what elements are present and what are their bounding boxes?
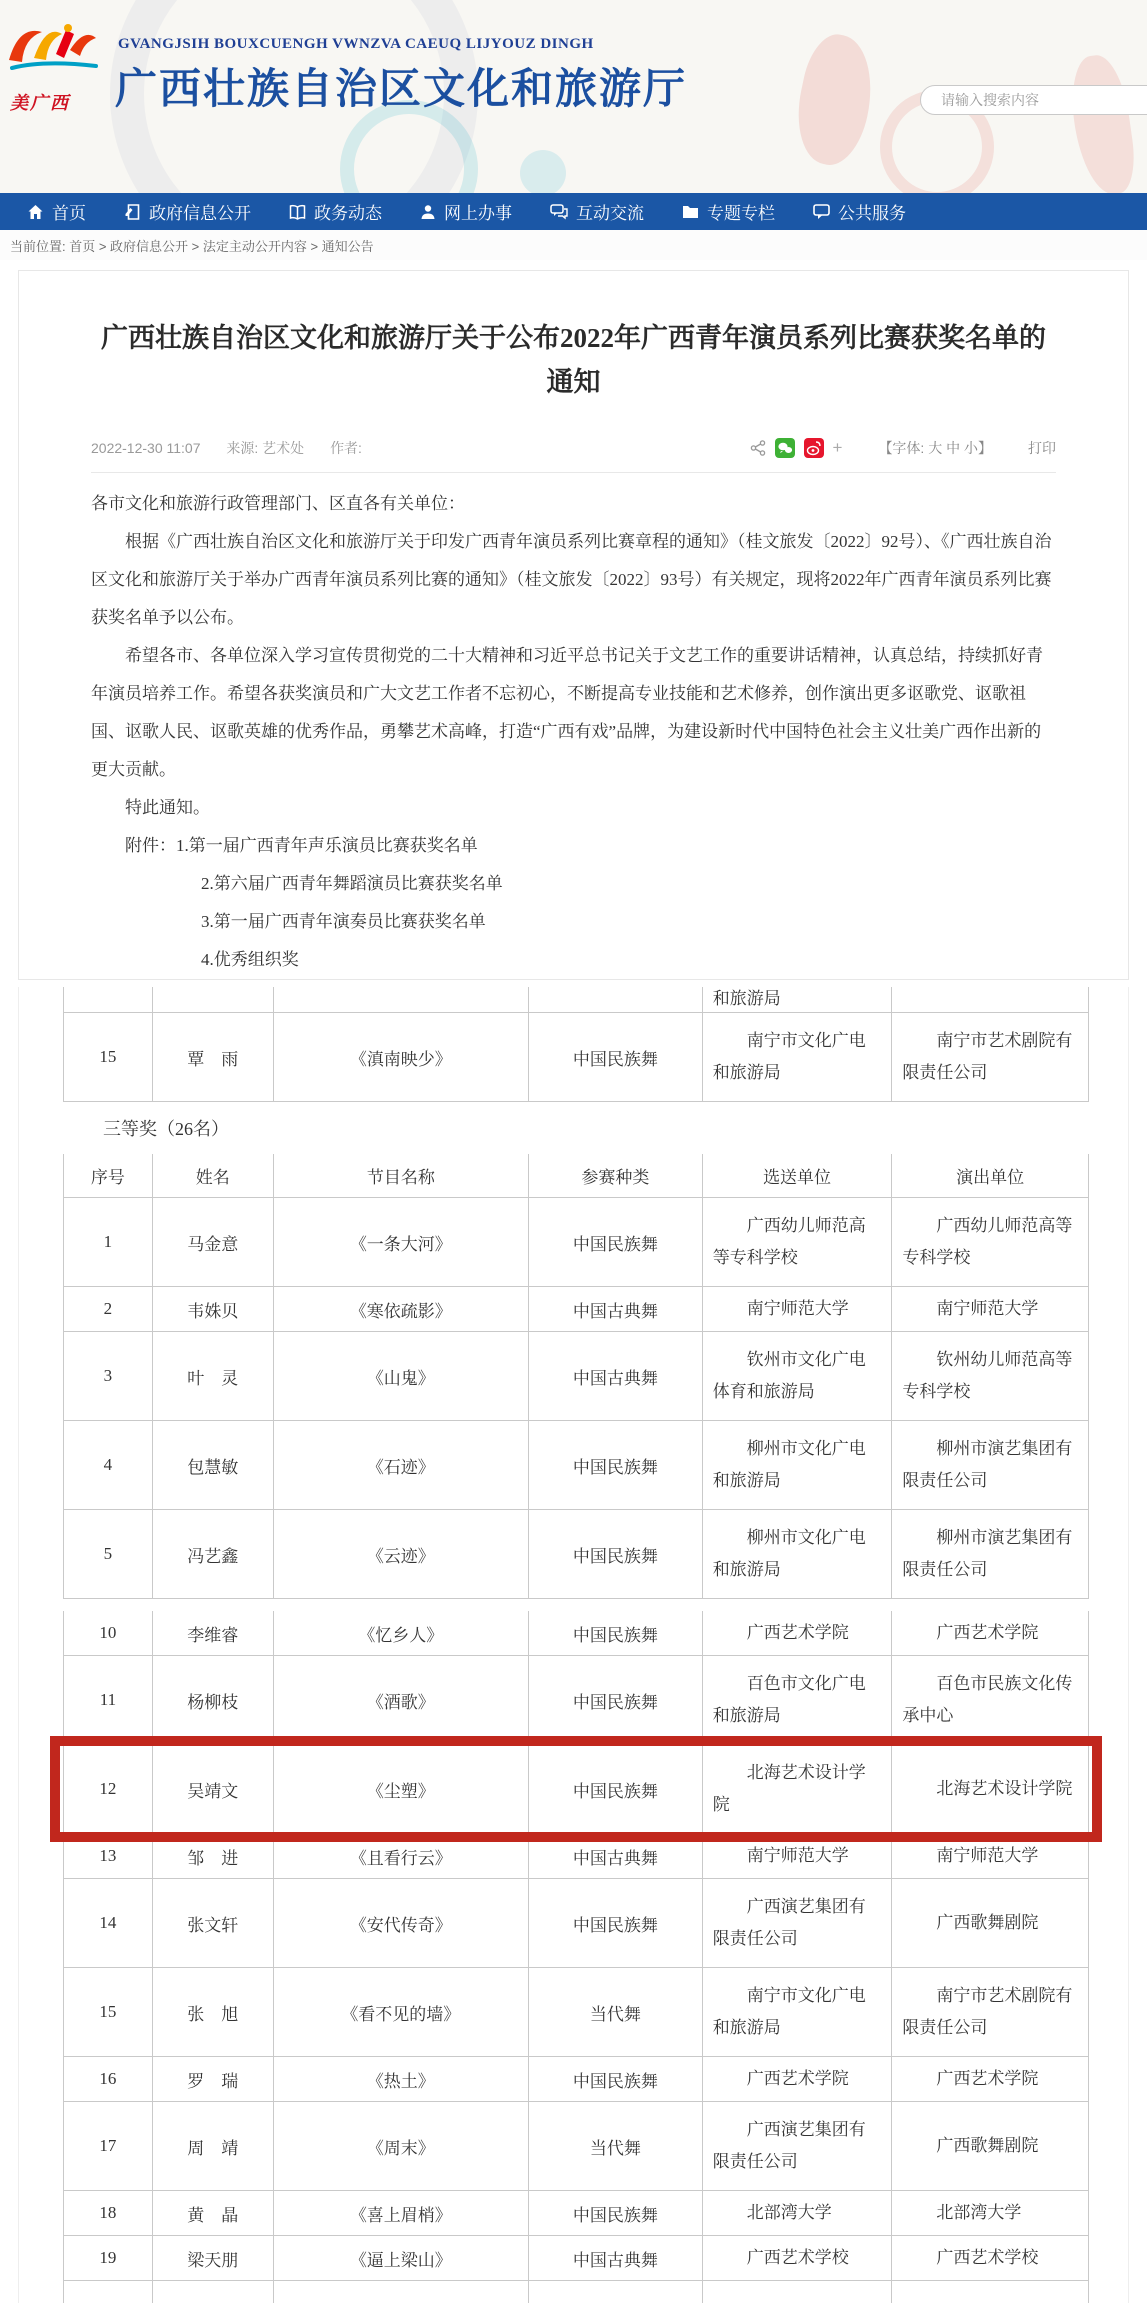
table-cell: 中国民族舞 bbox=[528, 1013, 702, 1101]
font-size-control[interactable]: 【字体: 大 中 小】 bbox=[878, 440, 992, 457]
partial-table-row bbox=[63, 987, 1089, 1013]
nav-label: 首页 bbox=[52, 204, 86, 223]
table-cell: 4 bbox=[63, 1421, 152, 1509]
column-header: 参赛种类 bbox=[528, 1154, 702, 1197]
table-cell: 中国古典舞 bbox=[528, 1834, 702, 1878]
table-cell: 南宁师范大学 bbox=[891, 1287, 1089, 1331]
attachment-item: 4.优秀组织奖 bbox=[201, 950, 299, 970]
table-cell: 罗 瑞 bbox=[152, 2057, 273, 2101]
table-cell: 中国古典舞 bbox=[528, 1332, 702, 1420]
table-cell: 南宁市文化广电和旅游局 bbox=[702, 1013, 892, 1101]
table-cell: 《云迹》 bbox=[273, 1510, 528, 1598]
table-cell: 柳州市演艺集团有限责任公司 bbox=[891, 1510, 1089, 1598]
table-row bbox=[63, 1879, 1089, 1968]
table-cell: 15 bbox=[63, 1968, 152, 2056]
attachment-item: 附件：1.第一届广西青年声乐演员比赛获奖名单 bbox=[125, 836, 478, 856]
table-cell: 中国古典舞 bbox=[528, 2236, 702, 2280]
table-row bbox=[63, 1510, 1089, 1599]
table-cell: 《尘塑》 bbox=[273, 1745, 528, 1833]
attachment-item: 3.第一届广西青年演奏员比赛获奖名单 bbox=[201, 912, 486, 932]
table-cell: 广西歌舞剧院 bbox=[891, 1879, 1089, 1967]
breadcrumb bbox=[0, 230, 1147, 260]
source-label: 来源: 艺术处 bbox=[226, 440, 305, 457]
table-cell: 10 bbox=[63, 1611, 152, 1655]
column-header: 序号 bbox=[63, 1154, 152, 1197]
table-cell: 《热土》 bbox=[273, 2057, 528, 2101]
table-cell: 李维睿 bbox=[152, 1611, 273, 1655]
table-cell: 张 旭 bbox=[152, 1968, 273, 2056]
nav-item-gov-news[interactable] bbox=[270, 193, 401, 230]
nav-item-public-service[interactable] bbox=[794, 193, 925, 230]
table-row bbox=[63, 2236, 1089, 2281]
table-cell: 柳州市文化广电和旅游局 bbox=[702, 1421, 892, 1509]
chat-bubbles-icon bbox=[550, 204, 568, 220]
table-cell bbox=[891, 987, 1089, 1012]
table-cell: 中国古典舞 bbox=[528, 1287, 702, 1331]
wechat-icon[interactable] bbox=[775, 438, 795, 458]
table-cell: 中国民族舞 bbox=[528, 2057, 702, 2101]
table-cell: 马金意 bbox=[152, 1198, 273, 1286]
paragraph: 特此通知。 bbox=[125, 798, 210, 818]
table-row bbox=[63, 1287, 1089, 1332]
table-cell: 梁天朋 bbox=[152, 2236, 273, 2280]
weibo-icon[interactable] bbox=[804, 438, 824, 458]
table-row bbox=[63, 1611, 1089, 1656]
table-cell: 广西演艺集团有限责任公司 bbox=[702, 1879, 892, 1967]
person-icon bbox=[420, 204, 436, 220]
table-cell: 《滇南映少》 bbox=[273, 1013, 528, 1101]
site-banner bbox=[0, 0, 1147, 193]
table-cell: 南宁市艺术剧院有限责任公司 bbox=[891, 1013, 1089, 1101]
table-cell: 《周末》 bbox=[273, 2102, 528, 2190]
table-cell: 百色市文化广电和旅游局 bbox=[702, 1656, 892, 1744]
table-cell: 《忆乡人》 bbox=[273, 1611, 528, 1655]
table-cell: 广西歌舞剧院 bbox=[891, 2102, 1089, 2190]
nav-item-home[interactable] bbox=[8, 193, 105, 230]
site-title: 广西壮族自治区文化和旅游厅 bbox=[115, 67, 688, 113]
table-row bbox=[63, 1332, 1089, 1421]
table-cell: 18 bbox=[63, 2191, 152, 2235]
table-cell: 钦州幼儿师范高等专科学校 bbox=[891, 1332, 1089, 1420]
table-cell bbox=[273, 2281, 529, 2303]
table-cell: 14 bbox=[63, 1879, 152, 1967]
author-label: 作者: bbox=[330, 440, 362, 457]
table-cell: 12 bbox=[63, 1745, 152, 1833]
table-cell: 北海艺术设计学院 bbox=[891, 1745, 1089, 1833]
banner-decor bbox=[787, 29, 882, 171]
table-cell: 黄 晶 bbox=[152, 2191, 273, 2235]
awards-table-section bbox=[18, 987, 1129, 2303]
table-cell: 百色市民族文化传承中心 bbox=[891, 1656, 1089, 1744]
home-icon bbox=[27, 204, 44, 220]
table-cell: 中国民族舞 bbox=[528, 2191, 702, 2235]
table-cell: 广西艺术学院 bbox=[702, 1611, 892, 1655]
table-cell: 5 bbox=[63, 1510, 152, 1598]
table-row bbox=[63, 1656, 1089, 1745]
table-cell bbox=[152, 987, 273, 1012]
table-cell: 广西艺术学校 bbox=[891, 2236, 1089, 2280]
site-logo[interactable] bbox=[4, 20, 112, 115]
table-row bbox=[63, 2191, 1089, 2236]
table-cell: 南宁师范大学 bbox=[891, 1834, 1089, 1878]
table-cell: 钦州市文化广电体育和旅游局 bbox=[702, 1332, 892, 1420]
nav-label: 专题专栏 bbox=[707, 204, 775, 223]
table-cell: 包慧敏 bbox=[152, 1421, 273, 1509]
table-cell: 中国民族舞 bbox=[528, 1745, 702, 1833]
banner-decor bbox=[520, 150, 566, 193]
table-cell: 叶 灵 bbox=[152, 1332, 273, 1420]
search-box[interactable] bbox=[920, 85, 1147, 115]
table-cell: 北部湾大学 bbox=[891, 2191, 1089, 2235]
table-cell: 1 bbox=[63, 1198, 152, 1286]
table-cell: 吴靖文 bbox=[152, 1745, 273, 1833]
table-cell: 《寒依疏影》 bbox=[273, 1287, 528, 1331]
table-cell: 韦姝贝 bbox=[152, 1287, 273, 1331]
nav-item-special-columns[interactable] bbox=[663, 193, 794, 230]
table-cell: 周 靖 bbox=[152, 2102, 273, 2190]
table-cell bbox=[528, 2281, 702, 2303]
table-row bbox=[63, 2102, 1089, 2191]
article-card bbox=[18, 270, 1129, 980]
table-cell: 北部湾大学 bbox=[702, 2191, 892, 2235]
table-cell: 冯艺鑫 bbox=[152, 1510, 273, 1598]
table-row bbox=[63, 1968, 1089, 2057]
table-cell: 中国民族舞 bbox=[528, 1611, 702, 1655]
table-cell: 广西艺术学院 bbox=[891, 2057, 1089, 2101]
table-cell: 《石迹》 bbox=[273, 1421, 528, 1509]
nav-label: 公共服务 bbox=[838, 204, 906, 223]
table-cell: 广西艺术学校 bbox=[702, 2236, 892, 2280]
table-cell: 南宁市艺术剧院有限责任公司 bbox=[891, 1968, 1089, 2056]
article-meta bbox=[91, 438, 1056, 458]
nav-label: 互动交流 bbox=[576, 204, 644, 223]
awards-table bbox=[63, 1154, 1089, 2303]
table-cell: 广西艺术学院 bbox=[702, 2057, 892, 2101]
table-cell: 中国民族舞 bbox=[528, 1656, 702, 1744]
attachment-item: 2.第六届广西青年舞蹈演员比赛获奖名单 bbox=[201, 874, 503, 894]
nav-item-online-service[interactable] bbox=[401, 193, 531, 230]
table-cell: 13 bbox=[63, 1834, 152, 1878]
nav-item-interaction[interactable] bbox=[531, 193, 663, 230]
nav-label: 网上办事 bbox=[444, 204, 512, 223]
screenshot-stitch-gap bbox=[63, 1599, 1089, 1611]
table-cell bbox=[63, 2281, 152, 2303]
share-icon[interactable] bbox=[750, 440, 766, 456]
table-cell: 16 bbox=[63, 2057, 152, 2101]
logo-slogan: 美广西 bbox=[10, 93, 70, 113]
document-pencil-icon bbox=[124, 204, 141, 220]
table-cell: 《一条大河》 bbox=[273, 1198, 528, 1286]
table-cell: 中国民族舞 bbox=[528, 1510, 702, 1598]
table-row bbox=[63, 1198, 1089, 1287]
table-cell: 《看不见的墙》 bbox=[273, 1968, 528, 2056]
table-cell bbox=[63, 987, 152, 1012]
table-cell: 《且看行云》 bbox=[273, 1834, 528, 1878]
table-cell: 《山鬼》 bbox=[273, 1332, 528, 1420]
publish-datetime: 2022-12-30 11:07 bbox=[91, 440, 201, 457]
article-body bbox=[91, 485, 1056, 979]
open-book-icon bbox=[289, 204, 306, 220]
table-cell bbox=[891, 2281, 1089, 2303]
print-button[interactable]: 打印 bbox=[1028, 440, 1056, 457]
table-cell: 17 bbox=[63, 2102, 152, 2190]
column-header: 选送单位 bbox=[702, 1154, 892, 1197]
table-cell: 3 bbox=[63, 1332, 152, 1420]
table-cell: 中国民族舞 bbox=[528, 1198, 702, 1286]
table-cell: 和旅游局 bbox=[702, 987, 892, 1012]
nav-item-gov-info[interactable] bbox=[105, 193, 270, 230]
table-cell bbox=[152, 2281, 273, 2303]
table-cell: 邹 进 bbox=[152, 1834, 273, 1878]
table-cell: 2 bbox=[63, 1287, 152, 1331]
table-row bbox=[63, 2057, 1089, 2102]
table-cell: 当代舞 bbox=[528, 2102, 702, 2190]
table-row bbox=[63, 1421, 1089, 1510]
search-input[interactable] bbox=[939, 91, 1147, 109]
nav-label: 政府信息公开 bbox=[149, 204, 251, 223]
table-cell bbox=[528, 987, 702, 1012]
breadcrumb-text[interactable]: 当前位置: 首页 > 政府信息公开 > 法定主动公开内容 > 通知公告 bbox=[10, 238, 374, 254]
zhuang-language-title: GVANGJSIH BOUXCUENGH VWNZVA CAEUQ LIJYOUZ DINGH bbox=[118, 36, 594, 52]
paragraph: 希望各市、各单位深入学习宣传贯彻党的二十大精神和习近平总书记关于文艺工作的重要讲话精神，认真总结，持续抓好青年演员培养工作。希望各获奖演员和广大文艺工作者不忘初心，不断提高专业技能和艺术修养，创作演出更多讴歌党、讴歌祖国、讴歌人民、讴歌英雄的优秀作品，勇攀艺术高峰，打造“广西有戏”品牌，为建设新时代中国特色社会主义壮美广西作出新的更大贡献。 bbox=[91, 646, 1043, 780]
table-cell: 广西演艺集团有限责任公司 bbox=[702, 2102, 892, 2190]
nav-label: 政务动态 bbox=[314, 204, 382, 223]
table-cell: 柳州市演艺集团有限责任公司 bbox=[891, 1421, 1089, 1509]
banner-decor bbox=[1066, 52, 1140, 193]
table-cell: 19 bbox=[63, 2236, 152, 2280]
table-cell: 中国民族舞 bbox=[528, 1879, 702, 1967]
table-cell: 张文轩 bbox=[152, 1879, 273, 1967]
table-cell: 杨柳枝 bbox=[152, 1656, 273, 1744]
table-header-row bbox=[63, 1154, 1089, 1198]
table-cell: 中国民族舞 bbox=[528, 1421, 702, 1509]
paragraph: 根据《广西壮族自治区文化和旅游厅关于印发广西青年演员系列比赛章程的通知》（桂文旅发〔2022〕92号）、《广西壮族自治区文化和旅游厅关于举办广西青年演员系列比赛的通知》（桂文旅发〔2022〕93号）有关规定，现将2022年广西青年演员系列比赛获奖名单予以公布。 bbox=[91, 532, 1052, 628]
table-cell: 当代舞 bbox=[528, 1968, 702, 2056]
main-navbar bbox=[0, 193, 1147, 230]
meta-divider bbox=[91, 472, 1056, 473]
meta-left bbox=[91, 438, 384, 458]
table-cell: 《喜上眉梢》 bbox=[273, 2191, 528, 2235]
column-header: 演出单位 bbox=[891, 1154, 1089, 1197]
folder-icon bbox=[682, 204, 699, 219]
table-cell: 北海艺术设计学院 bbox=[702, 1745, 892, 1833]
table-cell: 11 bbox=[63, 1656, 152, 1744]
table-cell: 南宁师范大学 bbox=[702, 1834, 892, 1878]
meta-right bbox=[750, 438, 1057, 458]
table-cell: 南宁师范大学 bbox=[702, 1287, 892, 1331]
column-header: 节目名称 bbox=[273, 1154, 529, 1197]
table-cell: 覃 雨 bbox=[152, 1013, 273, 1101]
tier-label: 三等奖（26名） bbox=[103, 1119, 229, 1139]
table-cell: 《安代传奇》 bbox=[273, 1879, 528, 1967]
table-cell: 广西幼儿师范高等专科学校 bbox=[891, 1198, 1089, 1286]
page-title: 广西壮族自治区文化和旅游厅关于公布2022年广西青年演员系列比赛获奖名单的通知 bbox=[101, 323, 1046, 397]
more-share-icon[interactable]: + bbox=[832, 438, 843, 458]
table-cell bbox=[702, 2281, 892, 2303]
table-cell: 《逼上梁山》 bbox=[273, 2236, 528, 2280]
table-row bbox=[63, 1013, 1089, 1102]
table-cell: 15 bbox=[63, 1013, 152, 1101]
table-cell bbox=[273, 987, 528, 1012]
table-cell: 《酒歌》 bbox=[273, 1656, 528, 1744]
table-cell: 广西艺术学院 bbox=[891, 1611, 1089, 1655]
paragraph: 各市文化和旅游行政管理部门、区直各有关单位： bbox=[91, 494, 465, 514]
table-cell: 广西幼儿师范高等专科学校 bbox=[702, 1198, 892, 1286]
partial-table-row bbox=[63, 2281, 1089, 2303]
chat-bubble-icon bbox=[813, 204, 830, 220]
table-cell: 柳州市文化广电和旅游局 bbox=[702, 1510, 892, 1598]
table-row bbox=[63, 1834, 1089, 1879]
highlighted-row bbox=[63, 1745, 1089, 1834]
table-cell: 南宁市文化广电和旅游局 bbox=[702, 1968, 892, 2056]
column-header: 姓名 bbox=[152, 1154, 273, 1197]
awards-upper-table bbox=[63, 987, 1089, 1102]
logo-art bbox=[4, 20, 104, 82]
